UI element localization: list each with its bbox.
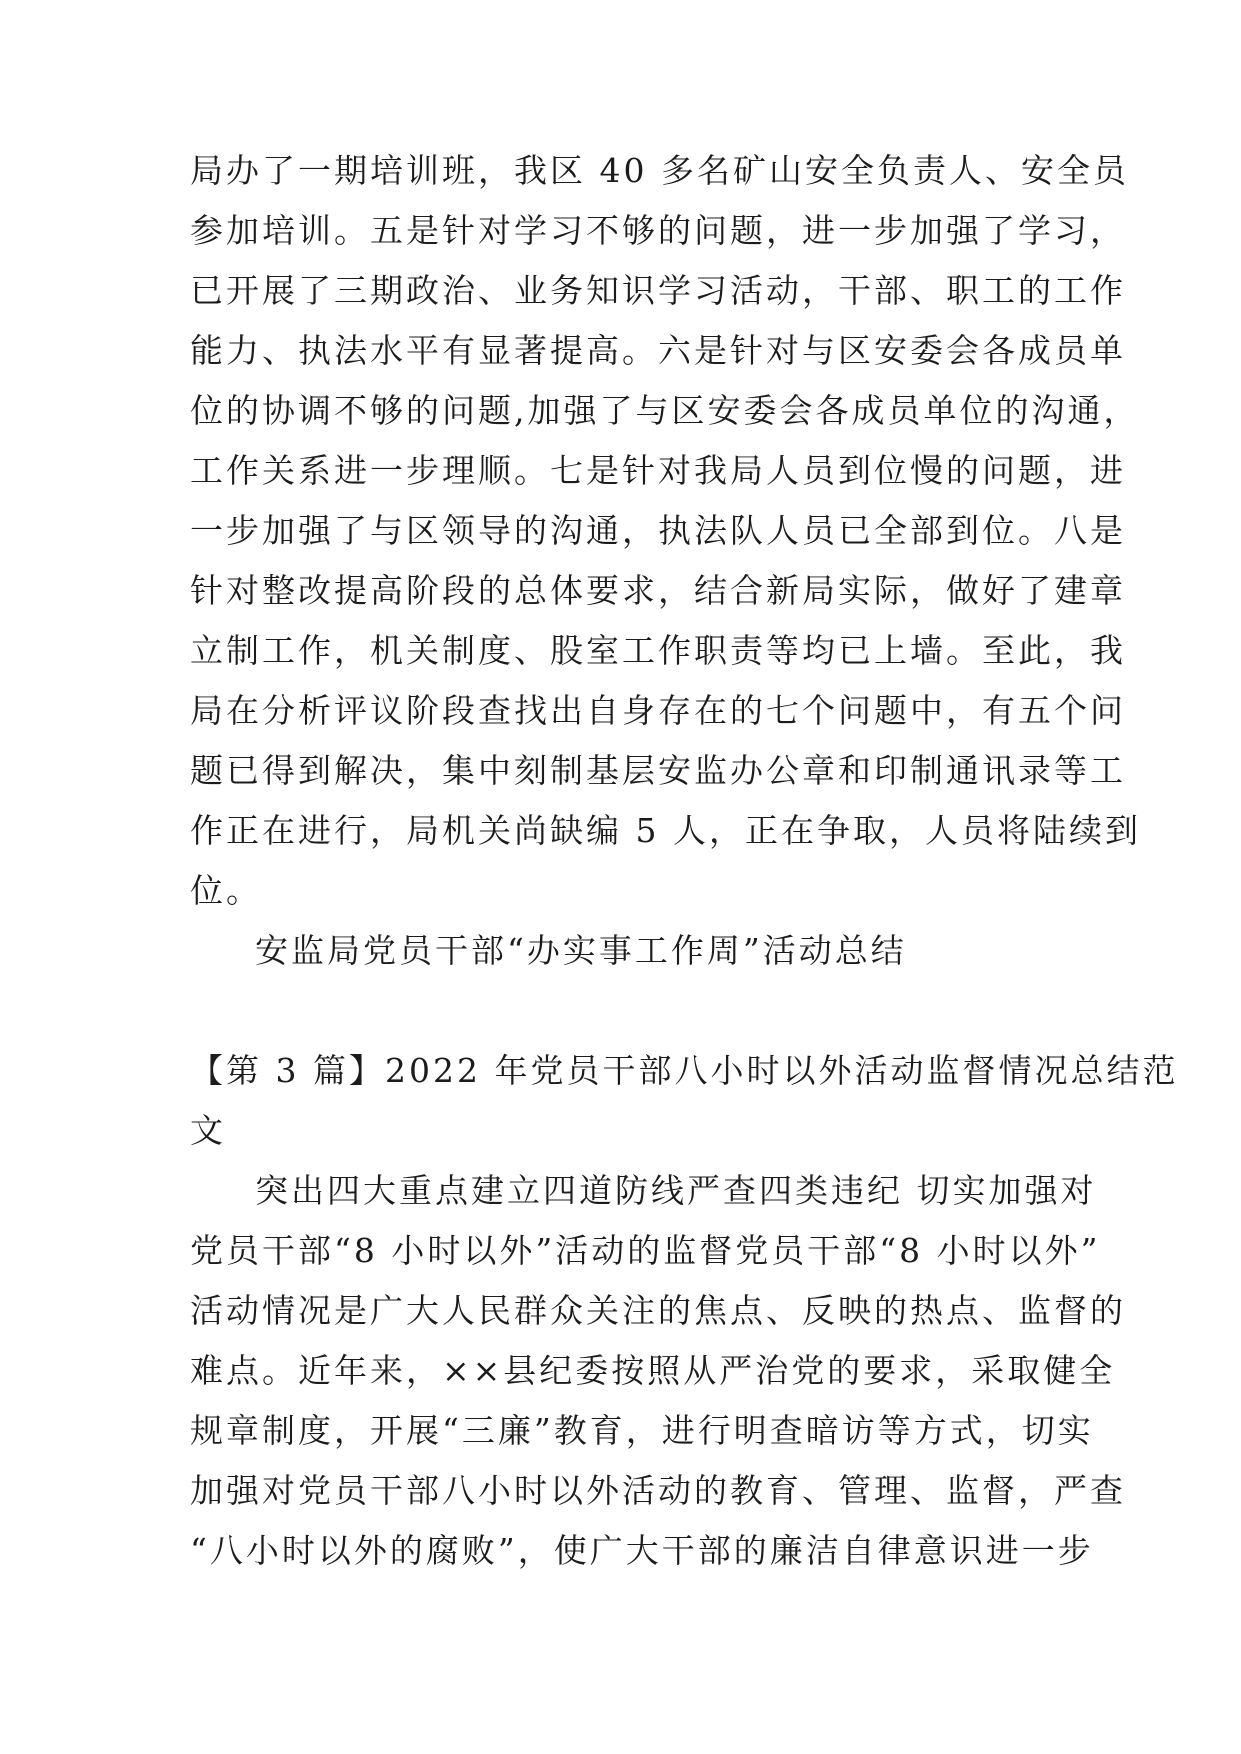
text-line: 参加培训。五是针对学习不够的问题，进一步加强了学习， <box>190 211 1126 250</box>
text-line: 能力、执法水平有显著提高。六是针对与区安委会各成员单 <box>190 331 1126 370</box>
text-line: 针对整改提高阶段的总体要求，结合新局实际，做好了建章 <box>190 571 1126 610</box>
text-line: “八小时以外的腐败”，使广大干部的廉洁自律意识进一步 <box>190 1531 1094 1570</box>
text-line: 规章制度，开展“三廉”教育，进行明查暗访等方式，切实 <box>190 1411 1094 1450</box>
text-line: 突出四大重点建立四道防线严查四类违纪 切实加强对 <box>255 1171 1097 1210</box>
text-line: 位。 <box>190 871 262 910</box>
text-line: 立制工作，机关制度、股室工作职责等均已上墙。至此，我 <box>190 631 1126 670</box>
text-line: 局办了一期培训班，我区 40 多名矿山安全负责人、安全员 <box>190 151 1129 190</box>
text-line: 活动情况是广大人民群众关注的焦点、反映的热点、监督的 <box>190 1291 1126 1330</box>
text-line: 工作关系进一步理顺。七是针对我局人员到位慢的问题，进 <box>190 451 1126 490</box>
text-line: 作正在进行，局机关尚缺编 5 人，正在争取，人员将陆续到 <box>190 811 1141 850</box>
text-line: 难点。近年来，××县纪委按照从严治党的要求，采取健全 <box>190 1351 1116 1390</box>
heading-line: 【第 3 篇】2022 年党员干部八小时以外活动监督情况总结范 <box>190 1051 1179 1090</box>
text-line: 已开展了三期政治、业务知识学习活动，干部、职工的工作 <box>190 271 1126 310</box>
text-line: 题已得到解决，集中刻制基层安监办公章和印制通讯录等工 <box>190 751 1126 790</box>
heading-line: 文 <box>190 1111 226 1150</box>
text-line: 一步加强了与区领导的沟通，执法队人员已全部到位。八是 <box>190 511 1126 550</box>
text-line: 加强对党员干部八小时以外活动的教育、管理、监督，严查 <box>190 1471 1126 1510</box>
text-line: 局在分析评议阶段查找出自身存在的七个问题中，有五个问 <box>190 691 1126 730</box>
text-line: 位的协调不够的问题,加强了与区安委会各成员单位的沟通， <box>190 391 1140 430</box>
text-line: 党员干部“8 小时以外”活动的监督党员干部“8 小时以外” <box>190 1231 1101 1270</box>
closing-title: 安监局党员干部“办实事工作周”活动总结 <box>255 931 907 970</box>
